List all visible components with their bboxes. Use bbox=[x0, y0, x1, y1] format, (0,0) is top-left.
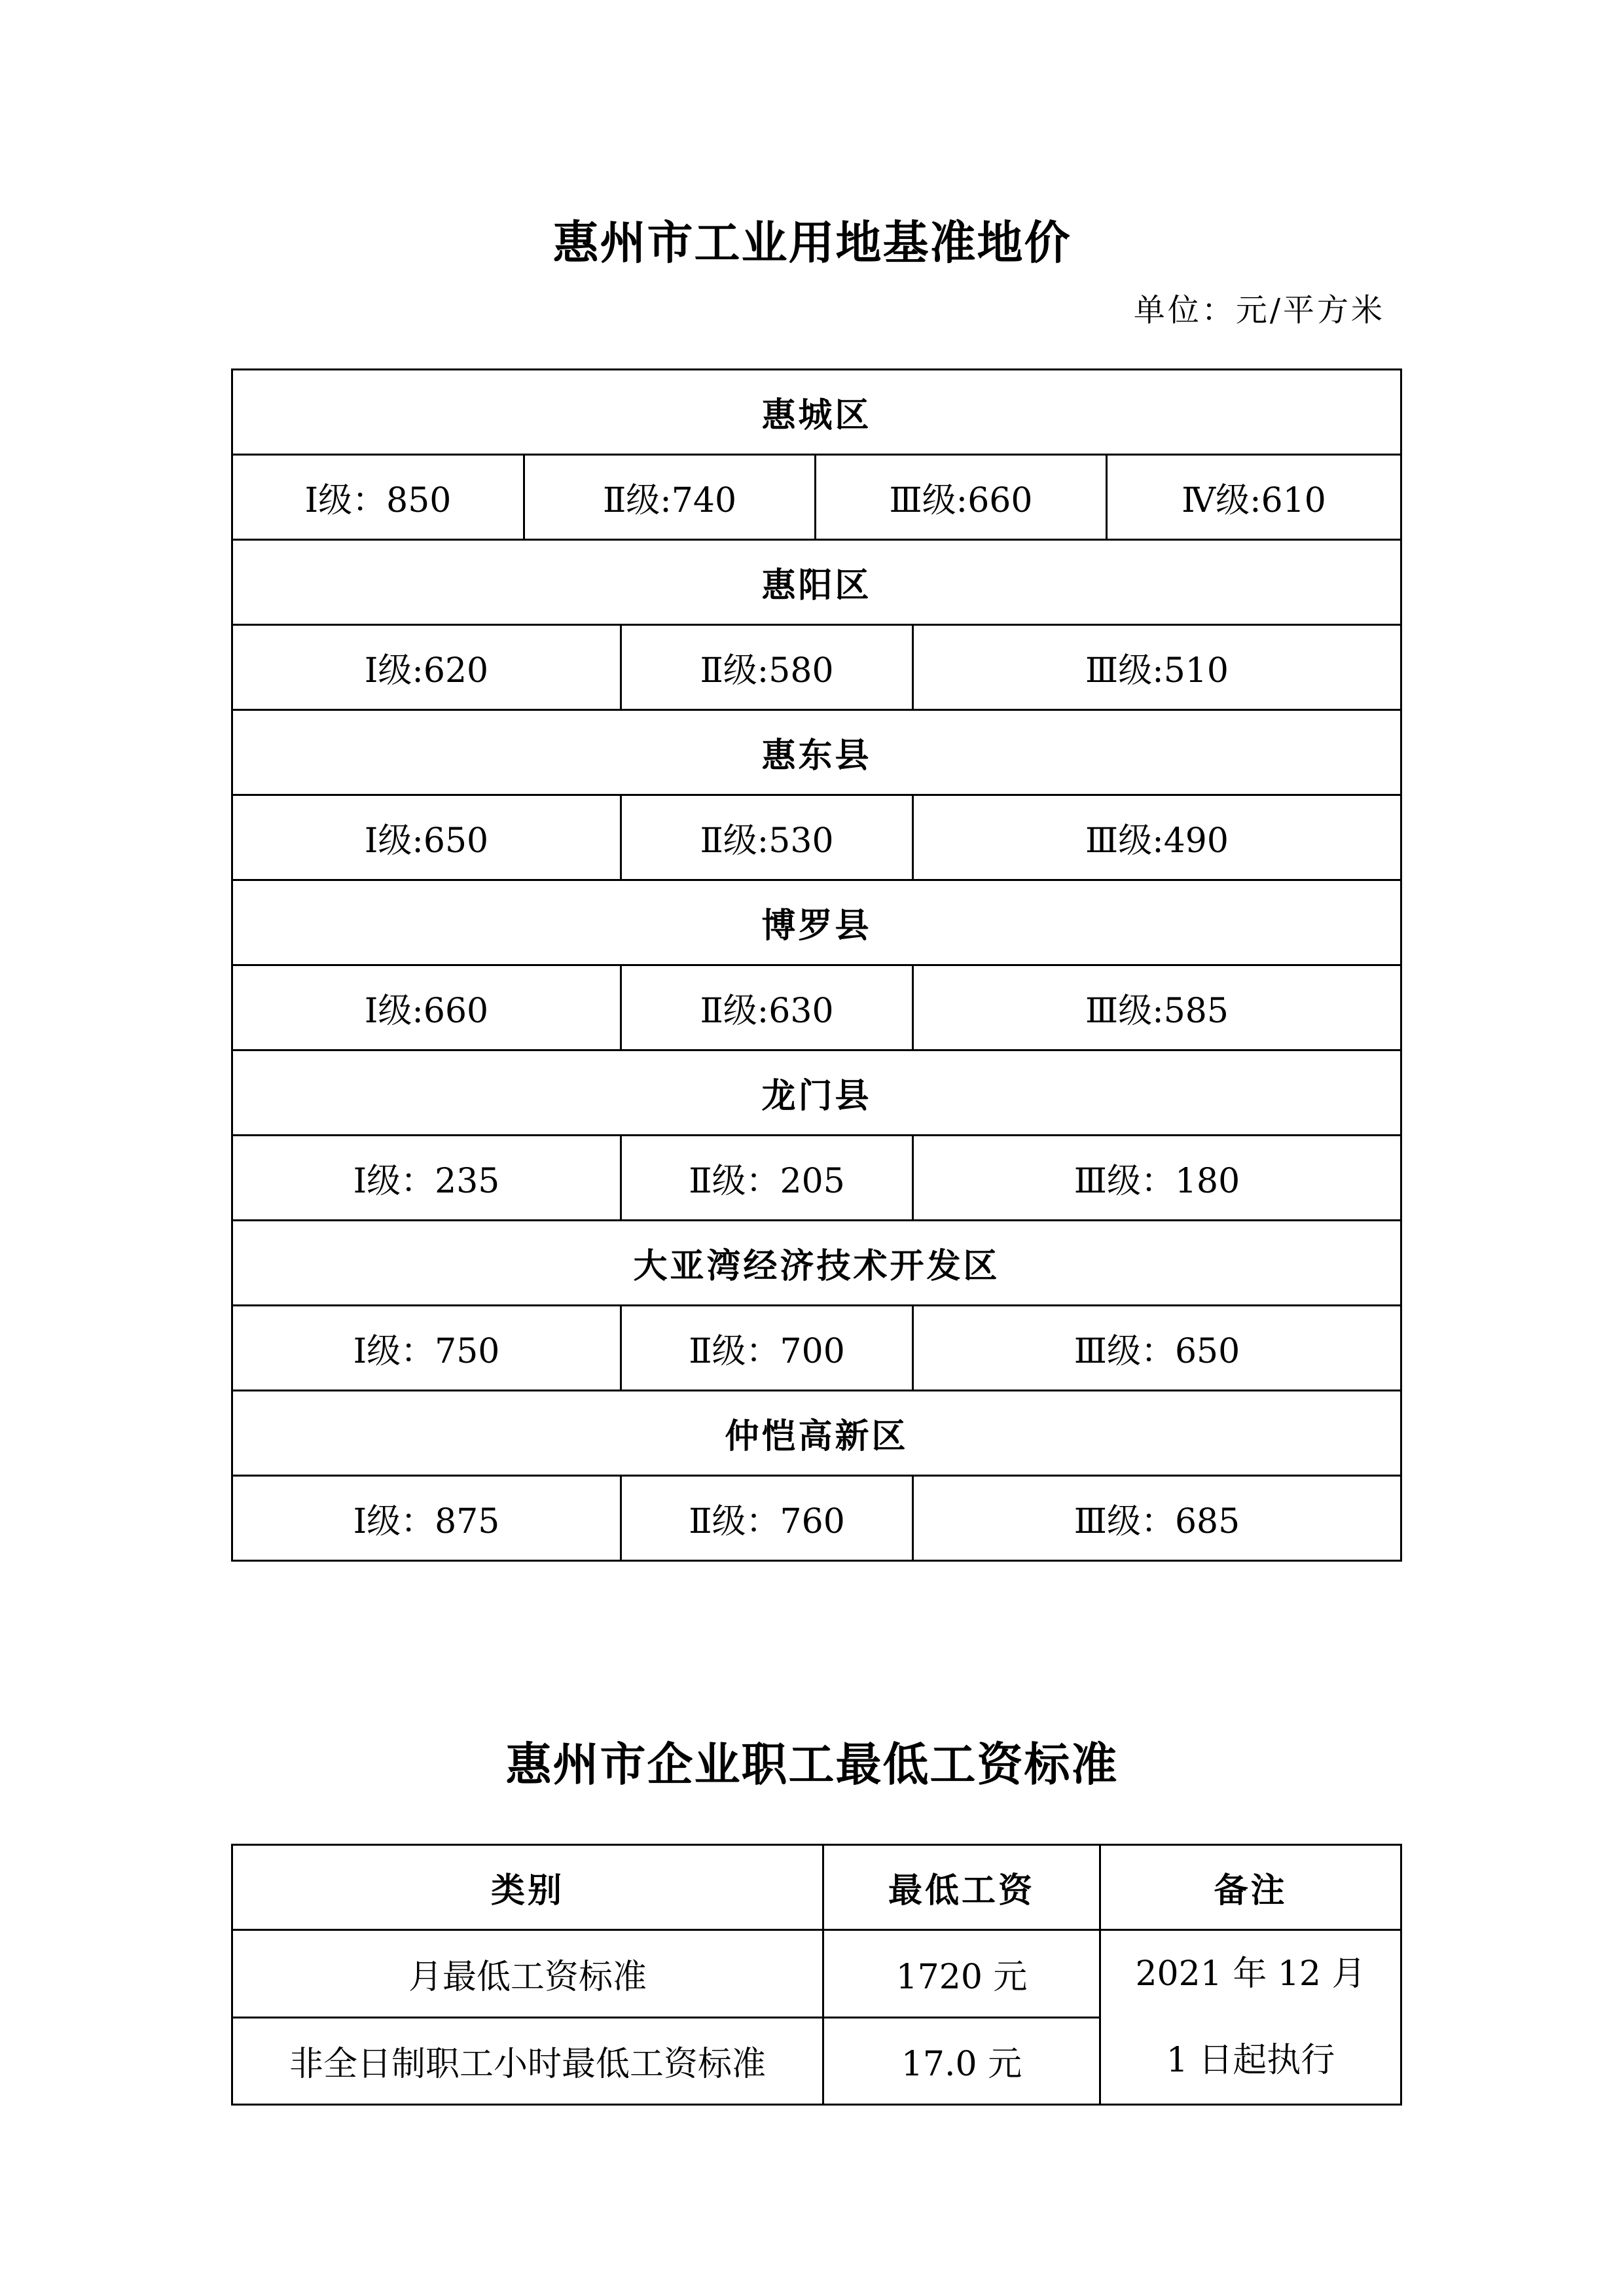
grade-price-cell: Ⅲ级:510 bbox=[913, 625, 1401, 710]
district-name: 惠城区 bbox=[232, 370, 1401, 455]
note-cell bbox=[1100, 1930, 1401, 2105]
header-note: 备注 bbox=[1100, 1845, 1401, 1930]
district-header-row bbox=[232, 1050, 1401, 1136]
district-name: 龙门县 bbox=[232, 1050, 1401, 1136]
category-cell: 非全日制职工小时最低工资标准 bbox=[232, 2017, 823, 2105]
district-name: 大亚湾经济技术开发区 bbox=[232, 1221, 1401, 1306]
min-wage-table bbox=[231, 1844, 1402, 2106]
district-header-row bbox=[232, 1391, 1401, 1476]
grade-price-cell: Ⅱ级:630 bbox=[621, 965, 913, 1050]
grade-price-cell: Ⅱ级：700 bbox=[621, 1306, 913, 1391]
table-row bbox=[232, 1930, 1401, 2018]
district-name: 仲恺高新区 bbox=[232, 1391, 1401, 1476]
grade-row bbox=[232, 1306, 1401, 1391]
district-header-row bbox=[232, 880, 1401, 965]
grade-row bbox=[232, 795, 1401, 880]
grade-price-cell: Ⅱ级：760 bbox=[621, 1476, 913, 1561]
district-header-row bbox=[232, 540, 1401, 625]
grade-price-cell: Ⅱ级:530 bbox=[621, 795, 913, 880]
grade-row bbox=[232, 1476, 1401, 1561]
unit-label: 单位：元/平方米 bbox=[1133, 292, 1385, 329]
grade-price-cell: Ⅲ级:660 bbox=[816, 455, 1107, 540]
min-wage-title: 惠州市企业职工最低工资标准 bbox=[505, 1737, 1119, 1791]
grade-price-cell: Ⅱ级:740 bbox=[524, 455, 816, 540]
table-header-row bbox=[232, 1845, 1401, 1930]
land-price-table bbox=[231, 368, 1402, 1562]
grade-price-cell: Ⅰ级:620 bbox=[232, 625, 621, 710]
district-header-row bbox=[232, 710, 1401, 795]
grade-price-cell: Ⅰ级：235 bbox=[232, 1136, 621, 1221]
grade-price-cell: Ⅰ级：850 bbox=[232, 455, 524, 540]
grade-price-cell: Ⅲ级：650 bbox=[913, 1306, 1401, 1391]
grade-row bbox=[232, 1136, 1401, 1221]
grade-price-cell: Ⅰ级:660 bbox=[232, 965, 621, 1050]
grade-price-cell: Ⅲ级：180 bbox=[913, 1136, 1401, 1221]
grade-price-cell: Ⅳ级:610 bbox=[1107, 455, 1401, 540]
header-min-wage: 最低工资 bbox=[823, 1845, 1100, 1930]
note-line-2: 1 日起执行 bbox=[1166, 2041, 1335, 2080]
grade-price-cell: Ⅱ级：205 bbox=[621, 1136, 913, 1221]
grade-price-cell: Ⅰ级：750 bbox=[232, 1306, 621, 1391]
grade-price-cell: Ⅱ级:580 bbox=[621, 625, 913, 710]
grade-price-cell: Ⅲ级:585 bbox=[913, 965, 1401, 1050]
district-name: 博罗县 bbox=[232, 880, 1401, 965]
amount-cell: 1720 元 bbox=[823, 1930, 1100, 2018]
note-line-1: 2021 年 12 月 bbox=[1135, 1954, 1366, 1994]
grade-row bbox=[232, 625, 1401, 710]
amount-cell: 17.0 元 bbox=[823, 2017, 1100, 2105]
grade-price-cell: Ⅲ级：685 bbox=[913, 1476, 1401, 1561]
grade-row bbox=[232, 455, 1401, 540]
district-name: 惠东县 bbox=[232, 710, 1401, 795]
grade-price-cell: Ⅰ级:650 bbox=[232, 795, 621, 880]
grade-row bbox=[232, 965, 1401, 1050]
district-header-row bbox=[232, 370, 1401, 455]
grade-price-cell: Ⅲ级:490 bbox=[913, 795, 1401, 880]
district-header-row bbox=[232, 1221, 1401, 1306]
land-price-title: 惠州市工业用地基准地价 bbox=[552, 215, 1072, 270]
grade-price-cell: Ⅰ级：875 bbox=[232, 1476, 621, 1561]
header-category: 类别 bbox=[232, 1845, 823, 1930]
district-name: 惠阳区 bbox=[232, 540, 1401, 625]
category-cell: 月最低工资标准 bbox=[232, 1930, 823, 2018]
